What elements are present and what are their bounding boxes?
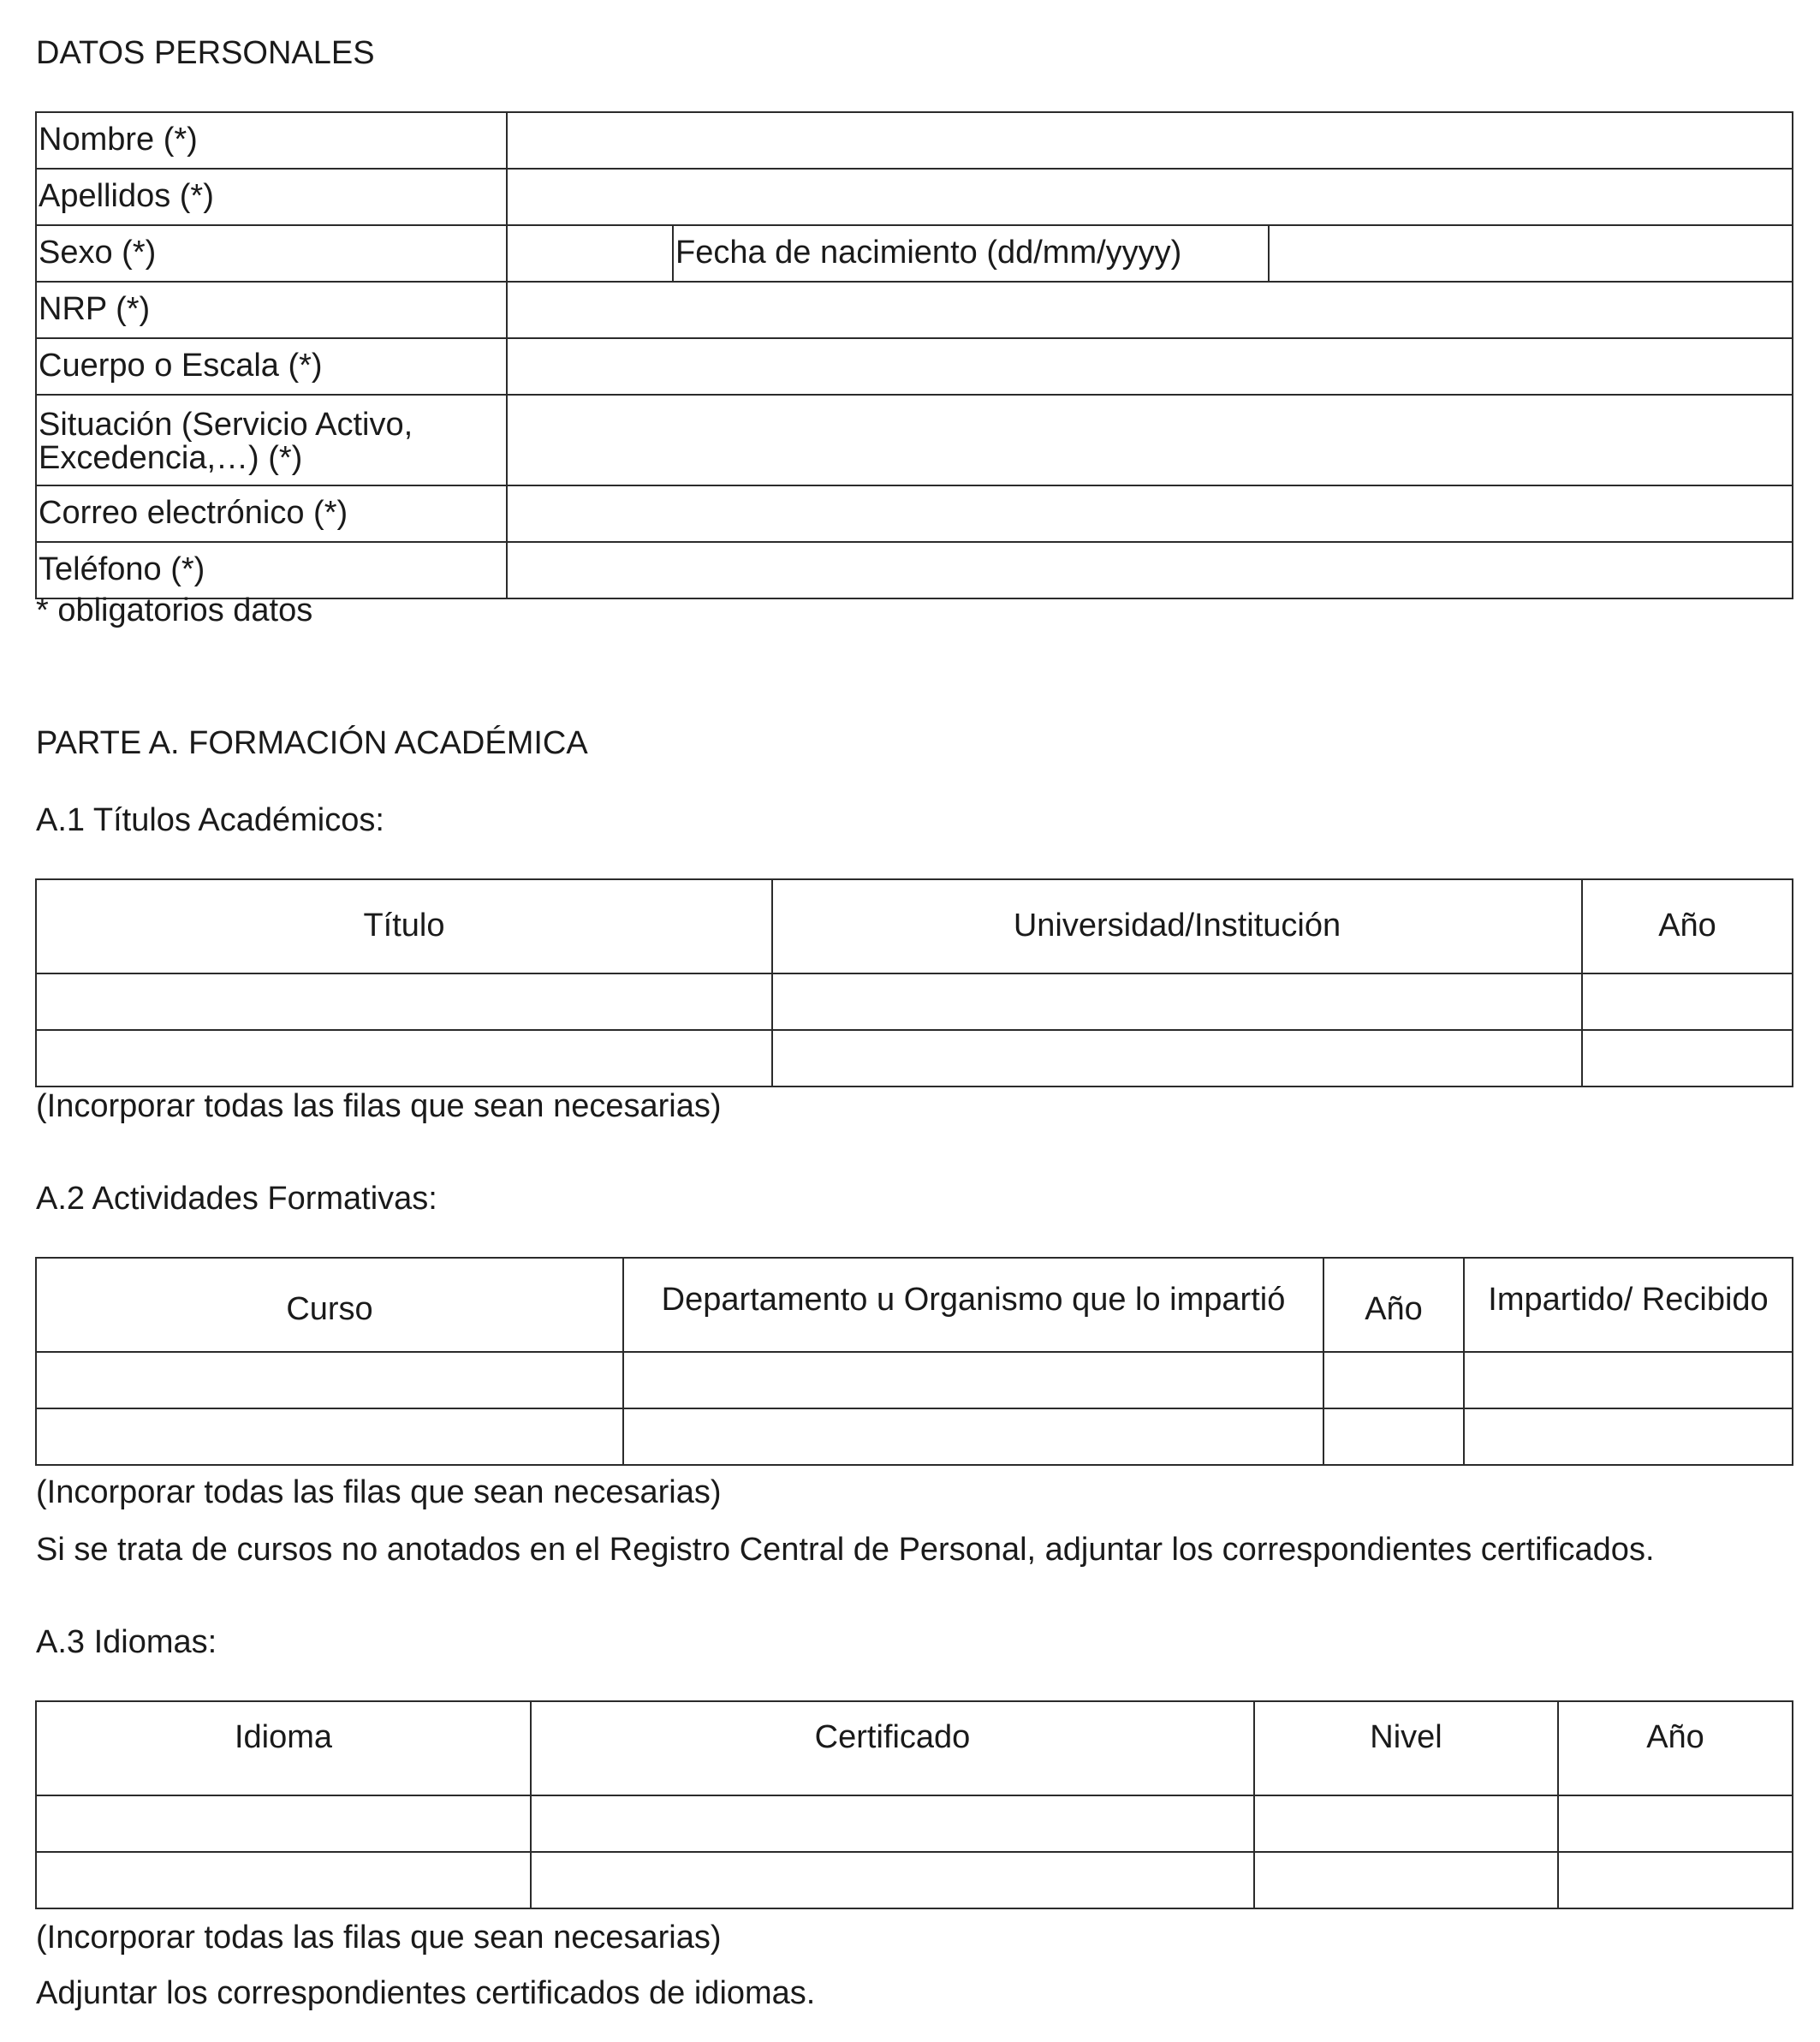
label-telefono: Teléfono (*) bbox=[36, 542, 507, 598]
nivel-cell[interactable] bbox=[1254, 1795, 1558, 1852]
a1-note: (Incorporar todas las filas que sean necesarias) bbox=[36, 1088, 722, 1124]
anio-cell[interactable] bbox=[1558, 1795, 1793, 1852]
impartido-cell[interactable] bbox=[1464, 1408, 1793, 1465]
nivel-cell[interactable] bbox=[1254, 1852, 1558, 1908]
situacion-field[interactable] bbox=[507, 395, 1793, 485]
correo-field[interactable] bbox=[507, 485, 1793, 542]
label-apellidos: Apellidos (*) bbox=[36, 169, 507, 225]
cuerpo-field[interactable] bbox=[507, 338, 1793, 395]
col-departamento: Departamento u Organismo que lo impartió bbox=[623, 1258, 1323, 1352]
personal-heading: DATOS PERSONALES bbox=[36, 35, 375, 71]
actividades-table bbox=[35, 1257, 1793, 1466]
a3-note: (Incorporar todas las filas que sean necesarias) bbox=[36, 1920, 722, 1956]
label-cuerpo: Cuerpo o Escala (*) bbox=[36, 338, 507, 395]
label-sexo: Sexo (*) bbox=[36, 225, 507, 282]
a2-heading: A.2 Actividades Formativas: bbox=[36, 1181, 437, 1217]
certificado-cell[interactable] bbox=[531, 1795, 1254, 1852]
col-impartido-recibido: Impartido/ Recibido bbox=[1464, 1258, 1793, 1352]
curso-cell[interactable] bbox=[36, 1408, 623, 1465]
label-nrp: NRP (*) bbox=[36, 282, 507, 338]
a2-note: (Incorporar todas las filas que sean necesarias) bbox=[36, 1474, 722, 1510]
col-nivel: Nivel bbox=[1254, 1701, 1558, 1795]
nombre-field[interactable] bbox=[507, 112, 1793, 169]
titulo-cell[interactable] bbox=[36, 1030, 772, 1086]
telefono-field[interactable] bbox=[507, 542, 1793, 598]
personal-data-table bbox=[35, 111, 1793, 599]
table-row bbox=[36, 1852, 1793, 1908]
col-anio: Año bbox=[1558, 1701, 1793, 1795]
anio-cell[interactable] bbox=[1582, 1030, 1793, 1086]
titulo-cell[interactable] bbox=[36, 973, 772, 1030]
col-universidad: Universidad/Institución bbox=[772, 879, 1582, 973]
a3-note-certificados: Adjuntar los correspondientes certificados de idiomas. bbox=[36, 1975, 816, 2011]
universidad-cell[interactable] bbox=[772, 973, 1582, 1030]
universidad-cell[interactable] bbox=[772, 1030, 1582, 1086]
required-note: * obligatorios datos bbox=[36, 592, 313, 628]
col-idioma: Idioma bbox=[36, 1701, 531, 1795]
table-row bbox=[36, 1408, 1793, 1465]
sexo-field[interactable] bbox=[507, 225, 673, 282]
anio-cell[interactable] bbox=[1323, 1408, 1464, 1465]
titulos-table bbox=[35, 878, 1793, 1087]
label-nombre: Nombre (*) bbox=[36, 112, 507, 169]
table-row bbox=[36, 973, 1793, 1030]
nrp-field[interactable] bbox=[507, 282, 1793, 338]
a2-note-certificados: Si se trata de cursos no anotados en el Registro Central de Personal, adjuntar los correspondientes certificados. bbox=[36, 1532, 1655, 1568]
curso-cell[interactable] bbox=[36, 1352, 623, 1408]
idioma-cell[interactable] bbox=[36, 1795, 531, 1852]
fecha-nacimiento-field[interactable] bbox=[1269, 225, 1793, 282]
parte-a-heading: PARTE A. FORMACIÓN ACADÉMICA bbox=[36, 725, 588, 761]
apellidos-field[interactable] bbox=[507, 169, 1793, 225]
anio-cell[interactable] bbox=[1558, 1852, 1793, 1908]
label-fecha-nacimiento: Fecha de nacimiento (dd/mm/yyyy) bbox=[673, 225, 1269, 282]
col-curso: Curso bbox=[36, 1258, 623, 1352]
col-anio: Año bbox=[1323, 1258, 1464, 1352]
table-row bbox=[36, 1795, 1793, 1852]
table-row bbox=[36, 1352, 1793, 1408]
label-correo: Correo electrónico (*) bbox=[36, 485, 507, 542]
label-situacion: Situación (Servicio Activo, Excedencia,…) (*) bbox=[36, 395, 507, 485]
impartido-cell[interactable] bbox=[1464, 1352, 1793, 1408]
a3-heading: A.3 Idiomas: bbox=[36, 1624, 217, 1660]
idiomas-table bbox=[35, 1700, 1793, 1909]
certificado-cell[interactable] bbox=[531, 1852, 1254, 1908]
departamento-cell[interactable] bbox=[623, 1352, 1323, 1408]
a1-heading: A.1 Títulos Académicos: bbox=[36, 802, 384, 838]
departamento-cell[interactable] bbox=[623, 1408, 1323, 1465]
col-titulo: Título bbox=[36, 879, 772, 973]
col-certificado: Certificado bbox=[531, 1701, 1254, 1795]
anio-cell[interactable] bbox=[1582, 973, 1793, 1030]
anio-cell[interactable] bbox=[1323, 1352, 1464, 1408]
table-row bbox=[36, 1030, 1793, 1086]
col-anio: Año bbox=[1582, 879, 1793, 973]
idioma-cell[interactable] bbox=[36, 1852, 531, 1908]
